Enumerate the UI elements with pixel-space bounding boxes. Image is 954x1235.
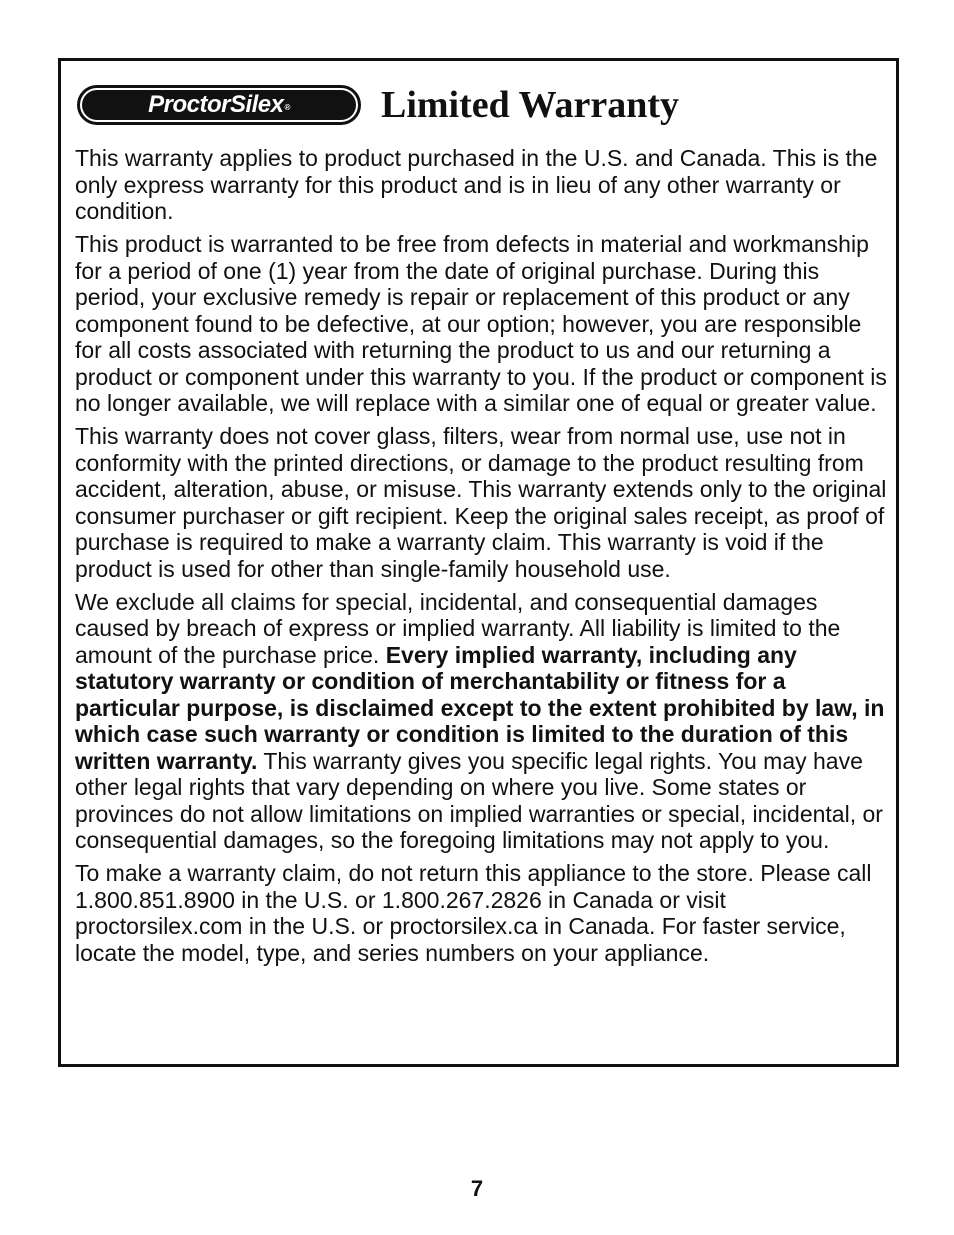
brand-logo-inner (82, 90, 356, 120)
paragraph-exclusions: This warranty does not cover glass, filters, wear from normal use, use not in conformity with the printed directions, or damage to the product resulting from accident, alteration, abuse, or misuse. This warranty extends only to the original consumer purchaser or gift recipient. Keep the original sales receipt, as proof of purchase is required to make a warranty claim. This warranty is void if the product is used for other than single-family household use. (75, 423, 887, 582)
liability-text-start: We exclude all claims for special, incidental, and consequential damages caused by breach of express or implied warranty. All liability is limited to the amount of the purchase price. (75, 588, 841, 668)
paragraph-liability (75, 589, 887, 854)
paragraph-warranty-period: This product is warranted to be free from defects in material and workmanship for a period of one (1) year from the date of original purchase. During this period, your exclusive remedy is repair or replacement of this product or any component found to be defective, at our option; however, you are responsible for all costs associated with returning the product to us and our returning a product or component under this warranty to you. If the product or component is no longer available, we will replace with a similar one of equal or greater value. (75, 231, 887, 416)
warranty-header (77, 79, 679, 131)
paragraph-coverage-scope: This warranty applies to product purchased in the U.S. and Canada. This is the only express warranty for this product and is in lieu of any other warranty or condition. (75, 145, 878, 224)
warranty-body (75, 145, 887, 973)
implied-warranty-disclaimer: Every implied warranty, including any statutory warranty or condition of merchantability or fitness for a particular purpose, is disclaimed except to the extent prohibited by law, in which case such warranty or condition is limited to the duration of this written warranty. (75, 641, 885, 774)
warranty-box (58, 58, 899, 1067)
brand-logo (77, 85, 361, 125)
paragraph-claim-instructions: To make a warranty claim, do not return this appliance to the store. Please call 1.800.851.8900 in the U.S. or 1.800.267.2826 in Canada or visit proctorsilex.com in the U.S. or proctorsilex.ca in Canada. For faster service, locate the model, type, and series numbers on your appliance. (75, 860, 872, 966)
page-title: Limited Warranty (381, 84, 680, 126)
registered-mark: ® (284, 103, 290, 112)
page-number: 7 (470, 1176, 484, 1201)
liability-text-end: This warranty gives you specific legal rights. You may have other legal rights that vary depending on where you live. Some states or provinces do not allow limitations on implied warranties or special, incidental, or consequential damages, so the foregoing limitations may not apply to you. (75, 747, 883, 853)
brand-logo-text: ProctorSilex (148, 91, 284, 118)
